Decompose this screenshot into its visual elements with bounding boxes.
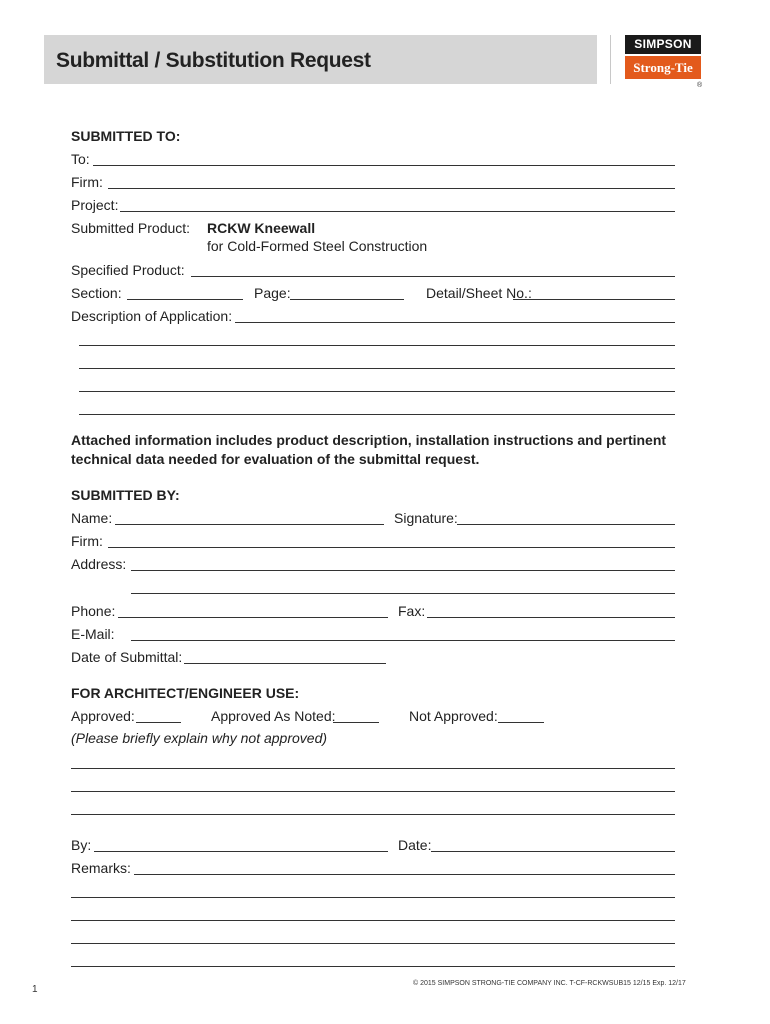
by-label: By:: [71, 837, 92, 853]
fax-field[interactable]: [427, 603, 675, 618]
page-number: 1: [32, 984, 38, 995]
specified-product-label: Specified Product:: [71, 262, 185, 278]
signature-label: Signature:: [394, 510, 458, 526]
description-line[interactable]: [79, 377, 675, 392]
attached-note-line1: Attached information includes product description, installation instructions and pertinent: [71, 432, 667, 448]
remarks-line[interactable]: [71, 952, 675, 967]
remarks-field[interactable]: [134, 860, 675, 875]
project-label: Project:: [71, 197, 119, 213]
description-label: Description of Application:: [71, 308, 233, 324]
not-approved-field[interactable]: [498, 708, 544, 723]
signature-field[interactable]: [457, 510, 675, 525]
page-label: Page:: [254, 285, 291, 301]
address-field[interactable]: [131, 556, 675, 571]
phone-label: Phone:: [71, 603, 116, 619]
description-line[interactable]: [79, 331, 675, 346]
product-description: for Cold-Formed Steel Construction: [207, 238, 428, 254]
firm-label: Firm:: [71, 174, 103, 190]
explain-line[interactable]: [71, 754, 675, 769]
by-field[interactable]: [94, 837, 388, 852]
architect-heading: FOR ARCHITECT/ENGINEER USE:: [71, 685, 300, 701]
explain-line[interactable]: [71, 777, 675, 792]
by-firm-label: Firm:: [71, 533, 103, 549]
approved-as-noted-field[interactable]: [333, 708, 379, 723]
date-label: Date:: [398, 837, 432, 853]
to-label: To:: [71, 151, 90, 167]
submitted-to-heading: SUBMITTED TO:: [71, 128, 181, 144]
firm-field[interactable]: [108, 174, 675, 189]
email-label: E-Mail:: [71, 626, 115, 642]
remarks-line[interactable]: [71, 929, 675, 944]
by-firm-field[interactable]: [108, 533, 675, 548]
page-title: Submittal / Substitution Request: [56, 49, 371, 72]
detail-sheet-field[interactable]: [513, 285, 675, 300]
date-of-submittal-field[interactable]: [184, 649, 386, 664]
not-approved-label: Not Approved:: [409, 708, 498, 724]
address-line-2[interactable]: [131, 579, 675, 594]
description-line[interactable]: [79, 400, 675, 415]
fax-label: Fax:: [398, 603, 426, 619]
specified-product-field[interactable]: [191, 262, 675, 277]
email-field[interactable]: [131, 626, 675, 641]
description-field[interactable]: [235, 308, 675, 323]
simpson-strong-tie-logo: [625, 35, 701, 79]
detail-sheet-label: Detail/Sheet No.:: [426, 285, 532, 301]
registered-mark: ®: [697, 82, 703, 89]
page-field[interactable]: [290, 285, 404, 300]
description-line[interactable]: [79, 354, 675, 369]
project-field[interactable]: [120, 197, 675, 212]
remarks-line[interactable]: [71, 906, 675, 921]
approved-label: Approved:: [71, 708, 135, 724]
submitted-product-label: Submitted Product:: [71, 220, 191, 236]
phone-field[interactable]: [118, 603, 388, 618]
explain-note: (Please briefly explain why not approved): [71, 730, 328, 746]
section-label: Section:: [71, 285, 122, 301]
logo-top-text: SIMPSON: [625, 35, 701, 54]
header-divider: [610, 35, 611, 84]
date-field[interactable]: [431, 837, 675, 852]
remarks-label: Remarks:: [71, 860, 131, 876]
section-field[interactable]: [127, 285, 243, 300]
address-label: Address:: [71, 556, 127, 572]
name-field[interactable]: [115, 510, 384, 525]
name-label: Name:: [71, 510, 113, 526]
explain-line[interactable]: [71, 800, 675, 815]
remarks-line[interactable]: [71, 883, 675, 898]
footer-copyright: © 2015 SIMPSON STRONG-TIE COMPANY INC. T-CF-RCKWSUB15 12/15 Exp. 12/17: [413, 980, 686, 987]
attached-note-line2: technical data needed for evaluation of the submittal request.: [71, 451, 480, 467]
approved-as-noted-label: Approved As Noted:: [211, 708, 336, 724]
approved-field[interactable]: [136, 708, 181, 723]
submitted-by-heading: SUBMITTED BY:: [71, 487, 180, 503]
to-field[interactable]: [93, 151, 675, 166]
logo-bottom-text: Strong-Tie: [625, 56, 701, 79]
date-of-submittal-label: Date of Submittal:: [71, 649, 183, 665]
product-name: RCKW Kneewall: [207, 220, 316, 236]
